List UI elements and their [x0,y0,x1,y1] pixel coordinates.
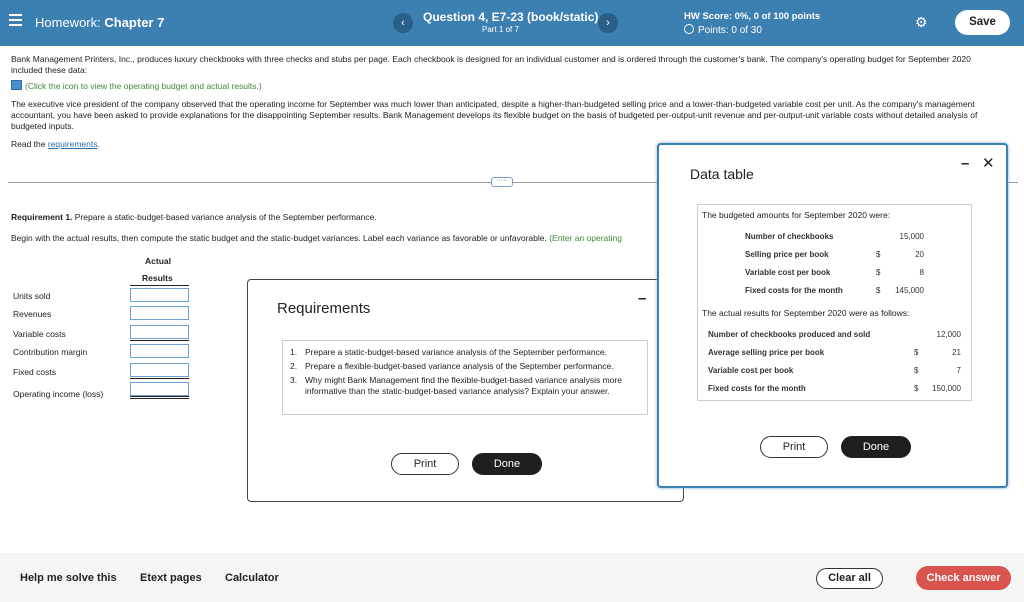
input-revenues[interactable] [130,306,189,320]
view-data-link[interactable]: (Click the icon to view the operating budget and actual results.) [11,80,262,92]
begin-instructions: Begin with the actual results, then compute the static budget and the static-budget variances. Label each variance as favorable or unfavorable. (Enter an operating [11,233,622,243]
row-units-sold: Units sold [13,291,51,301]
actual-row-label: Number of checkbooks produced and sold [708,330,871,339]
requirement-item: 3. Why might Bank Management find the flexible-budget-based variance analysis more informative than the static-budget-based variance analysis? Explain your answer. [290,375,623,396]
budget-row-currency: $ [876,268,881,277]
data-table-box [697,204,972,401]
read-requirements: Read the requirements. [11,139,100,149]
problem-paragraph: The executive vice president of the company observed that the operating income for September was much lower than anticipated, despite a higher-than-budgeted selling price and a lower-than-budgeted variable cost per unit. As the company's management accountant, you have been asked to provide explanations for the disappointing September results. Bank Management develops its flexible budget on the basis of budgeted per-output-unit revenue and per-output-unit variable costs without detailed analysis of budgeted inputs. [11,99,978,131]
actual-row-value: 21 [952,348,961,357]
actual-heading: The actual results for September 2020 were as follows: [702,308,910,318]
budget-row-value: 20 [915,250,924,259]
expand-handle[interactable]: ····· [491,177,513,187]
homework-chapter: Chapter 7 [104,15,165,30]
print-button[interactable]: Print [760,436,828,458]
input-operating-income[interactable] [130,382,189,396]
total-double-line [130,396,189,399]
budget-row-label: Selling price per book [745,250,829,259]
row-fixed-costs: Fixed costs [13,367,56,377]
menu-icon[interactable] [9,14,22,26]
input-contribution-margin[interactable] [130,344,189,358]
minimize-icon[interactable]: – [638,290,647,307]
budget-row-value: 145,000 [895,286,924,295]
row-revenues: Revenues [13,309,52,319]
requirement-heading: Requirement 1. Prepare a static-budget-based variance analysis of the September performance. [11,212,377,222]
requirements-modal [247,279,684,502]
minimize-icon[interactable]: – [961,155,970,172]
actual-row-value: 7 [956,366,961,375]
done-button[interactable]: Done [472,453,542,475]
hw-score[interactable]: HW Score: 0%, 0 of 100 points [684,11,821,22]
actual-row-label: Average selling price per book [708,348,825,357]
next-question-button[interactable]: › [598,13,618,33]
input-units-sold[interactable] [130,288,189,302]
budget-row-label: Number of checkbooks [745,232,834,241]
requirement-item: 2. Prepare a flexible-budget-based variance analysis of the September performance. [290,361,614,371]
close-icon[interactable]: ✕ [982,155,995,172]
data-table-title: Data table [690,166,754,182]
requirement-item: 1. Prepare a static-budget-based variance analysis of the September performance. [290,347,607,357]
save-button[interactable]: Save [955,10,1010,35]
prev-question-button[interactable]: ‹ [393,13,413,33]
budget-row-label: Variable cost per book [745,268,831,277]
help-me-solve-link[interactable]: Help me solve this [20,572,117,584]
homework-prefix: Homework: [35,15,101,30]
actual-row-currency: $ [914,348,919,357]
budget-row-value: 15,000 [899,232,924,241]
actual-row-value: 150,000 [932,384,961,393]
subtotal-line [130,378,189,379]
column-header-line [130,285,189,286]
top-bar [0,0,1024,46]
budget-row-value: 8 [919,268,924,277]
row-operating-income: Operating income (loss) [13,389,104,399]
budget-heading: The budgeted amounts for September 2020 were: [702,210,891,220]
clear-all-button[interactable]: Clear all [816,568,883,589]
data-table-modal [657,143,1008,488]
requirements-box [282,340,648,415]
budget-row-currency: $ [876,286,881,295]
table-icon[interactable] [11,80,22,90]
column-header-results: Results [142,273,173,283]
calculator-link[interactable]: Calculator [225,572,279,584]
gear-icon[interactable]: ⚙ [915,14,928,30]
requirements-title: Requirements [277,300,371,317]
check-answer-button[interactable]: Check answer [916,566,1011,590]
budget-row-currency: $ [876,250,881,259]
points-score: Points: 0 of 30 [684,24,762,36]
done-button[interactable]: Done [841,436,911,458]
etext-pages-link[interactable]: Etext pages [140,572,202,584]
actual-row-label: Variable cost per book [708,366,794,375]
column-header-actual: Actual [145,256,171,266]
row-contribution-margin: Contribution margin [13,347,88,357]
requirements-list [290,347,645,400]
budget-row-label: Fixed costs for the month [745,286,843,295]
question-title[interactable]: Question 4, E7-23 (book/static) [423,10,599,24]
problem-intro: Bank Management Printers, Inc., produces luxury checkbooks with three checks and stubs per page. Each checkbook is designed for an individual customer and is ordered through the customer's bank. The company's operating budget for September 2020 included these data: [11,54,971,75]
actual-row-label: Fixed costs for the month [708,384,806,393]
row-variable-costs: Variable costs [13,329,66,339]
actual-row-currency: $ [914,366,919,375]
question-part: Part 1 of 7 [482,25,519,34]
homework-title[interactable] [35,15,164,30]
subtotal-line [130,340,189,341]
actual-row-currency: $ [914,384,919,393]
input-fixed-costs[interactable] [130,363,189,377]
points-circle-icon [684,24,694,34]
input-variable-costs[interactable] [130,325,189,339]
requirements-link[interactable]: requirements [47,139,98,149]
actual-row-value: 12,000 [936,330,961,339]
print-button[interactable]: Print [391,453,459,475]
